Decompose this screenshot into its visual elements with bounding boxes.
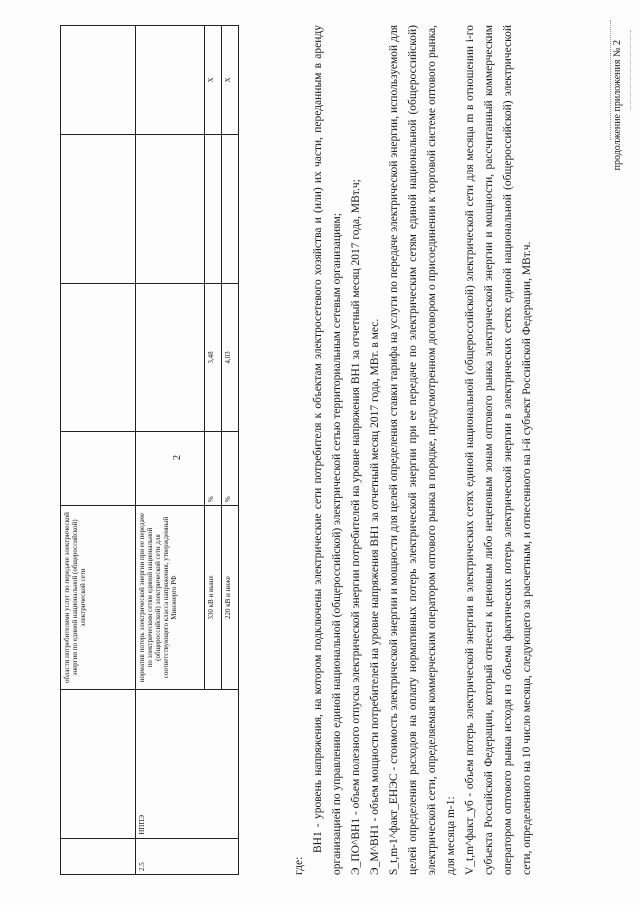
table-row (61, 26, 136, 875)
cell-description: 220 кВ и ниже (222, 506, 239, 690)
cell-value: 4,03 (222, 283, 239, 432)
paragraph: Э_М^ВН1 - объем мощности потребителей на уровне напряжения ВН1 за отчетный месяц 2017 года, МВт. в мес. (369, 318, 381, 875)
norms-table (60, 25, 239, 875)
where-label: где: (293, 856, 305, 875)
cell-description: области потребителями услуг по передаче электрической энергии по единой национальной (общероссийской) электрической сети (61, 506, 136, 690)
cell-number: 2.5 (136, 838, 239, 874)
definitions-text (290, 25, 537, 875)
cell-unit (136, 432, 205, 506)
paragraph: ВН1 - уровень напряжения, на котором подключены электрические сети потребителя к объектам электросетевого хозяйства и (или) их части, переданным в аренду организацией по управлению единой национальной (общероссийской) электрической сетью территориальным сетевым организациям; (312, 25, 343, 875)
paragraph: V_t,m^факт_уб - объем потерь электрической энергии в электрических сетях единой национальной (общероссийской) электрической сети для месяца m в отношении i-го субъекта Российской Федерации, который отнесен к ценовым либо неценовым зонам оптового рынка электрической энергии и мощности, рассчитанный коммерческим оператором оптового рынка исходя из объема фактических потерь электрической энергии в электрических сетях единой национальной (общероссийской) электрической сети, определенного на 10 число месяца, следующего за расчетным, и отнесенного на i-й субъект Российской Федерации, МВт.ч. (464, 25, 533, 875)
continuation-note: продолжение приложения № 2 (612, 40, 623, 171)
paragraph: Э_ПО^ВН1 - объем полезного отпуска электрической энергии потребителей на уровне напряжения ВН1 за отчетный месяц 2017 года, МВт.ч; (350, 179, 362, 875)
cell-unit: % (205, 432, 222, 506)
page-number: 2 (172, 455, 183, 460)
paragraph: S_t,m-1^факт_ЕНЭС - стоимость электрической энергии и мощности для целей определения ставки тарифа на услуги по передаче электрической энергии, используемой для целей определения расходов на оплату нормативных потерь электрической энергии при ее передаче по электрическим сетям единой национальной (общероссийской) электрической сети, определяемая коммерческим оператором оптового рынка в порядке, предусмотренном договором о присоединении к торговой системе оптового рынка, для месяца m-1: (388, 25, 457, 875)
cell-x: X (205, 26, 222, 135)
table-row (136, 26, 205, 875)
cell-description: норматив потерь электрической энергии при ее передаче по электрическим сетям единой национальной (общероссийской) электрической сети для соответствующего класса напряжения, утвержденный Минэнерго РФ (136, 506, 205, 690)
cell-value: 3,48 (205, 283, 222, 432)
cell-name: НППЭ (136, 689, 239, 838)
cell-description: 330 кВ и выше (205, 506, 222, 690)
cell-value (136, 283, 205, 432)
cell-x (136, 26, 205, 135)
cell-x: X (222, 26, 239, 135)
cell-unit: % (222, 432, 239, 506)
